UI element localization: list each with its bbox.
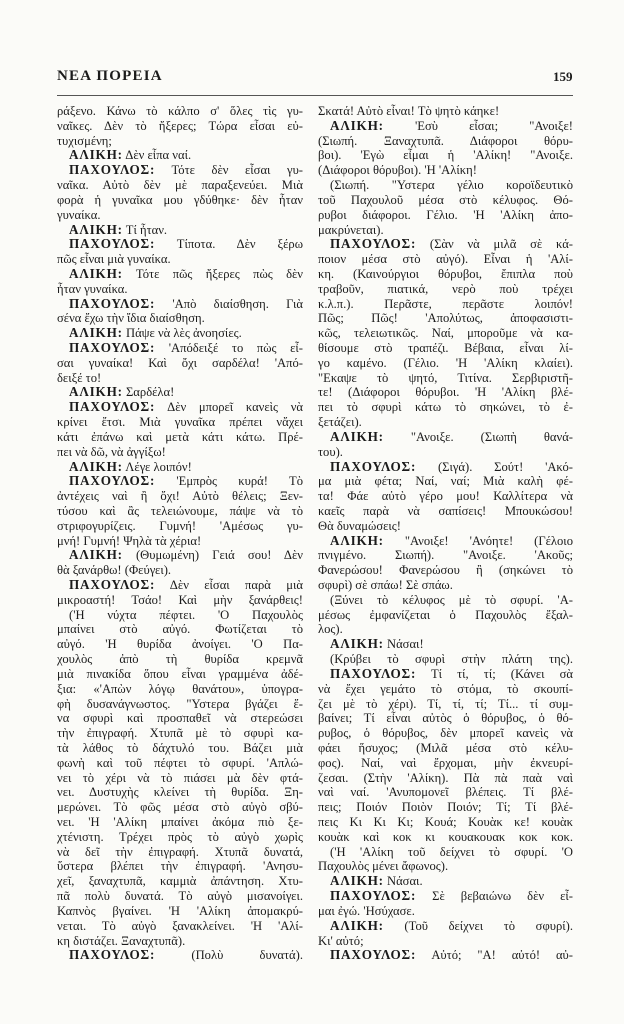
speaker-name: ΑΛΙΚΗ:	[330, 917, 384, 933]
line-text: μακρύνεται).	[318, 222, 384, 237]
text-line	[57, 682, 303, 697]
text-line	[318, 415, 573, 430]
line-text: στριφογυρίζεις. Γυμνή! 'Αμέσως γυ-	[57, 518, 303, 533]
text-line	[57, 282, 303, 297]
text-line	[57, 637, 303, 652]
line-text: Τότε δὲν εἶσαι γυ-	[155, 163, 303, 178]
text-line	[318, 297, 573, 312]
speaker-name: ΑΛΙΚΗ:	[69, 458, 123, 474]
speaker-name: ΑΛΙΚΗ:	[69, 221, 123, 237]
line-text: Τότε πῶς ἤξερες πὼς δὲν	[122, 266, 303, 281]
line-text: Τί ἦταν.	[122, 222, 168, 237]
line-text: (Σιγά). Σούτ! 'Ακό-	[416, 459, 573, 474]
line-text: (Κρύβει τὸ σφυρὶ στὴν πλάτη της).	[330, 652, 573, 667]
text-line	[57, 430, 303, 445]
text-line	[57, 267, 303, 282]
text-line	[57, 652, 303, 667]
text-line	[318, 460, 573, 475]
speaker-name: ΑΛΙΚΗ:	[69, 547, 123, 563]
text-line	[57, 697, 303, 712]
line-text: τα! Φάε αὐτὸ γέρο μου! Καλλίτερα νὰ	[318, 489, 573, 504]
line-text: (Ξύνει τὸ κέλυφος μὲ τὸ σφυρί. 'Α-	[330, 592, 573, 607]
text-line	[57, 874, 303, 889]
text-line	[318, 697, 573, 712]
line-text: 'Εμπρὸς κυρά! Τὸ	[155, 474, 303, 489]
line-text: Νάσαι!	[383, 637, 424, 652]
line-text: 'Εσὺ εἶσαι; "Ανοιξε!	[383, 118, 573, 133]
text-line	[57, 460, 303, 475]
line-text: Δὲν μπορεῖ κανεὶς νὰ	[155, 400, 303, 415]
line-text: νὰ δεῖ τὴν ἐπιγραφή. Χτυπᾶ δυνατά,	[57, 844, 303, 859]
text-line	[57, 741, 303, 756]
line-text: (Σιωπή. "Υστερα γέλιο κοροϊδευτικὸ	[330, 178, 573, 193]
line-text: 'Απόδειξέ το πὼς εἶ-	[155, 341, 303, 355]
text-line	[318, 326, 573, 341]
line-text: Πῶς; Πῶς! 'Απολύτως, ἀποφασιστι-	[318, 311, 573, 326]
line-text: Τίποτα. Δὲν ξέρω	[155, 237, 303, 252]
text-line	[318, 652, 573, 667]
text-line	[57, 415, 303, 430]
line-text: ξετάζει).	[318, 415, 362, 430]
line-text: "Ανοιξε. (Σιωπὴ θανά-	[383, 429, 573, 444]
text-line	[318, 622, 573, 637]
text-line	[57, 756, 303, 771]
line-text: ἀντέχεις ναὶ ἢ ὄχι! Αὐτὸ θέλεις; Ξεν-	[57, 489, 303, 504]
speaker-name: ΠΑΧΟΥΛΟΣ:	[69, 473, 156, 489]
text-line	[318, 356, 573, 371]
speaker-name: ΠΑΧΟΥΛΟΣ:	[330, 665, 417, 681]
speaker-name: ΠΑΧΟΥΛΟΣ:	[69, 162, 156, 178]
line-text: πεις; Ποιόν Ποιὸν Ποιόν; Τί; Τί βλέ-	[318, 800, 573, 815]
text-line	[57, 593, 303, 608]
text-line	[57, 785, 303, 800]
speaker-name: ΑΛΙΚΗ:	[69, 325, 123, 341]
line-text: (Πολὺ δυνατά).	[155, 948, 303, 963]
line-text: μα μιὰ φέτα; Ναί, ναί; Μιὰ καλὴ φέ-	[318, 474, 573, 489]
text-line	[57, 445, 303, 460]
text-line	[318, 223, 573, 238]
text-line	[57, 326, 303, 341]
text-line	[318, 252, 573, 267]
text-line	[318, 815, 573, 830]
text-line	[57, 578, 303, 593]
speaker-name: ΑΛΙΚΗ:	[330, 532, 384, 548]
text-line	[318, 904, 573, 919]
text-line	[318, 534, 573, 549]
text-line	[57, 815, 303, 830]
line-text: ζει μὲ τὸ χέρι). Τί, τί, τί; Τί... τί συμ-	[318, 696, 573, 711]
line-text: μπαίνει στὸ αὐγό. Φωτίζεται τὸ	[57, 622, 303, 637]
line-text: χτένιστη. Τρέχει πρὸς τὸ αὐγὸ χωρὶς	[57, 829, 303, 844]
line-text: κῶς, τελειωτικῶς. Ναί, μποροῦμε νὰ κα-	[318, 326, 573, 341]
line-text: μνή! Γυμνή! Ψηλὰ τὰ χέρια!	[57, 533, 202, 548]
line-text: χουλὸς ἀπὸ τὴ θυρίδα κρεμνᾶ	[57, 652, 303, 667]
line-text: "Ανοιξε! 'Ανόητε! (Γέλοιο	[383, 533, 573, 548]
text-line	[318, 341, 573, 356]
line-text: (Σὰν νὰ μιλᾶ σὲ κά-	[416, 237, 573, 252]
text-line	[318, 548, 573, 563]
line-text: νει τὸ χέρι νὰ τὸ πιάσει μὰ δὲν φτά-	[57, 770, 303, 785]
line-text: πει νὰ δῶ, νὰ ἀγγίξω!	[57, 444, 166, 459]
line-text: ἦταν γυναίκα.	[57, 281, 128, 296]
line-text: βαίνει; Τί εἶναι αὐτὸς ὁ θόρυβος, ὁ θό-	[318, 711, 573, 726]
line-text: πᾶ πολὺ δυνατά. Τὸ αὐγὸ μισανοίγει.	[57, 889, 303, 904]
text-line	[318, 874, 573, 889]
line-text: φος). Ναί, ναὶ ἔρχομαι, μὴν ἐκνευρί-	[318, 755, 573, 770]
text-line	[318, 845, 573, 860]
text-line	[57, 356, 303, 371]
line-text: γο καμένο. (Γέλιο. 'Η 'Αλίκη κλαίει).	[318, 355, 573, 370]
text-line	[318, 371, 573, 386]
line-text: φάει ἥσυχος; (Μιλᾶ μέσα στὸ κέλυ-	[318, 740, 573, 755]
text-line	[318, 104, 573, 119]
line-text: σαι γυναίκα! Καὶ ὄχι σαρδέλα! 'Από-	[57, 355, 303, 370]
text-line	[318, 593, 573, 608]
line-text: Πάψε νὰ λὲς ἀνοησίες.	[122, 326, 242, 341]
text-line	[318, 400, 573, 415]
text-line	[318, 311, 573, 326]
text-line	[318, 785, 573, 800]
line-text: ναῖκες. Δὲν τὸ ἤξερες; Τώρα εἶσαι εὐ-	[57, 118, 303, 133]
line-text: ρυβος, ὁ θόρυβος, δὲν μπορεῖ κανεὶς νὰ	[318, 726, 573, 741]
speaker-name: ΑΛΙΚΗ:	[69, 265, 123, 281]
text-line	[57, 800, 303, 815]
speaker-name: ΠΑΧΟΥΛΟΣ:	[330, 888, 417, 904]
text-line	[318, 163, 573, 178]
speaker-name: ΑΛΙΚΗ:	[69, 147, 123, 163]
line-text: "Εκαψε τὸ ψητό, Τιτίνα. Σερβιριστῆ-	[318, 370, 573, 385]
text-line	[57, 859, 303, 874]
line-text: Καπνὸς βγαίνει. 'Η 'Αλίκη ἀπομακρύ-	[57, 903, 303, 918]
line-text: τὴν ἐπιγραφή. Χτυπᾶ μὲ τὸ σφυρὶ κα-	[57, 726, 303, 741]
line-text: Λέγε λοιπόν!	[122, 459, 192, 474]
text-line	[318, 919, 573, 934]
line-text: χεῖ, ξαναχτυπᾶ, καμμιὰ ἀπάντηση. Χτυ-	[57, 874, 303, 889]
text-line	[57, 148, 303, 163]
text-line	[57, 371, 303, 386]
line-text: Σκατά! Αὐτὸ εἶναι! Τὸ ψητὸ κάηκε!	[318, 104, 500, 118]
line-text: φὴ δυσανάγνωστος. "Υστερα βγάζει ἕ-	[57, 696, 303, 711]
line-text: λος).	[318, 622, 343, 637]
line-text: κη. (Καινούργιοι θόρυβοι, ἔπιπλα ποὺ	[318, 266, 573, 281]
text-line	[57, 608, 303, 623]
line-text: τυχισμένη;	[57, 133, 112, 148]
text-line	[318, 208, 573, 223]
text-line	[57, 223, 303, 238]
line-text: κουὰκ καὶ κοκ κι κουακουακ κοκ κοκ.	[318, 829, 573, 844]
text-line	[318, 608, 573, 623]
text-line	[57, 400, 303, 415]
line-text: μερώνει. Τὸ φῶς μέσα στὸ αὐγὸ σβύ-	[57, 800, 303, 815]
text-line	[318, 711, 573, 726]
text-line	[57, 622, 303, 637]
text-line	[57, 904, 303, 919]
speaker-name: ΠΑΧΟΥΛΟΣ:	[330, 947, 417, 963]
speaker-name: ΠΑΧΟΥΛΟΣ:	[69, 236, 156, 252]
line-text: ποιον μέσα στὸ αὐγό). Εἶναι ἡ 'Αλί-	[318, 252, 573, 267]
text-line	[318, 119, 573, 134]
line-text: Αὐτό; "Α! αὐτό! αὐ-	[416, 948, 573, 963]
line-text: φορὰ ἡ γυναῖκα μου γδύθηκε· δὲν ἦταν	[57, 192, 303, 207]
text-line	[57, 104, 303, 119]
line-text: τοῦ Παχουλοῦ μέσα στὸ κέλυφος. Θό-	[318, 192, 573, 207]
line-text: τε! (Διάφοροι θόρυβοι. 'Η 'Αλίκη βλέ-	[318, 385, 573, 400]
text-line	[318, 830, 573, 845]
line-text: μέσως ἐμφανίζεται ὁ Παχουλὸς ἔξαλ-	[318, 607, 573, 622]
text-line	[57, 711, 303, 726]
line-text: ('Η νύχτα πέφτει. 'Ο Παχουλὸς	[69, 607, 303, 622]
line-text: θίσουμε στὸ τραπέζι. Βέβαια, εἶναι λί-	[318, 341, 573, 355]
line-text: πνιγμένο. Σιωπή). "Ανοιξε. 'Ακοῦς;	[318, 548, 573, 563]
text-line	[57, 948, 303, 963]
text-line	[57, 474, 303, 489]
line-text: θὰ ξανάρθω! (Φεύγει).	[57, 563, 172, 578]
journal-title: ΝΕΑ ΠΟΡΕΙΑ	[57, 68, 163, 84]
text-line	[57, 163, 303, 178]
text-line	[318, 682, 573, 697]
line-text: Σαρδέλα!	[122, 385, 175, 400]
line-text: ξια: «'Απὼν λόγῳ θανάτου», ὑπογρα-	[57, 681, 303, 696]
speaker-name: ΠΑΧΟΥΛΟΣ:	[330, 236, 417, 252]
line-text: σένα ἔχω τὴν ἴδια διαίσθηση.	[57, 311, 205, 326]
line-text: σφυρὶ) σὲ σπάω! Σὲ σπάω.	[318, 578, 453, 592]
line-text: Τί τί, τί; (Κάνει σὰ	[416, 666, 573, 681]
line-text: κάτι ἐπάνω καὶ μετὰ κάτι κάτω. Πρέ-	[57, 429, 303, 444]
text-line	[318, 859, 573, 874]
text-line	[318, 563, 573, 578]
line-text: τύσου καὶ ἂς τελειώνουμε, πάψε νὰ τὸ	[57, 503, 303, 518]
right-text-column	[318, 104, 573, 963]
speaker-name: ΠΑΧΟΥΛΟΣ:	[330, 458, 417, 474]
text-line	[57, 178, 303, 193]
line-text: ράξενο. Κάνω τὸ κάλπο σ' ὅλες τὶς γυ-	[57, 104, 303, 118]
text-line	[57, 919, 303, 934]
text-line	[57, 193, 303, 208]
line-text: βοι). 'Εγὼ εἶμαι ἡ 'Αλίκη! "Ανοιξε.	[318, 148, 573, 163]
line-text: τραβοῦν, πιατικά, νερὸ ποὺ τρέχει	[318, 281, 573, 296]
text-line	[57, 119, 303, 134]
text-line	[57, 341, 303, 356]
line-text: νει. 'Η 'Αλίκη μπαίνει ἀκόμα πιὸ ξε-	[57, 815, 303, 829]
text-line	[57, 489, 303, 504]
line-text: μαι ἐγώ. 'Ησύχασε.	[318, 903, 415, 918]
text-line	[57, 845, 303, 860]
text-line	[318, 267, 573, 282]
text-line	[318, 800, 573, 815]
text-line	[57, 504, 303, 519]
line-text: νει. Δυστυχὴς κλείνει τὴ θυρίδα. Ξη-	[57, 785, 303, 800]
text-line	[318, 134, 573, 149]
text-line	[318, 948, 573, 963]
text-line	[318, 726, 573, 741]
line-text: κρίνει ἔτσι. Μιὰ γυναῖκα πρέπει νἄχει	[57, 415, 303, 430]
text-line	[57, 771, 303, 786]
text-line	[57, 252, 303, 267]
line-text: (Σιωπή. Ξαναχτυπᾶ. Διάφοροι θόρυ-	[318, 133, 573, 148]
text-line	[57, 563, 303, 578]
text-line	[57, 667, 303, 682]
line-text: Κι' αὐτό;	[318, 933, 364, 948]
line-text: ὕστερα βλέπει τὴν ἐπιγραφή. 'Ανησυ-	[57, 859, 303, 874]
line-text: Φανερώσου! Φανερώσου ἢ (σηκώνει τὸ	[318, 563, 573, 578]
line-text: πῶς εἶναι μιὰ γυναίκα.	[57, 252, 171, 267]
text-line	[318, 771, 573, 786]
text-line	[318, 578, 573, 593]
line-text: Δὲν εἶπα ναί.	[122, 148, 192, 163]
speaker-name: ΠΑΧΟΥΛΟΣ:	[69, 399, 156, 415]
text-line	[318, 385, 573, 400]
text-line	[318, 237, 573, 252]
text-line	[57, 311, 303, 326]
line-text: φωνὴ καὶ τοῦ πέφτει τὸ σφυρί. 'Απλώ-	[57, 755, 303, 770]
text-line	[318, 282, 573, 297]
speaker-name: ΑΛΙΚΗ:	[330, 428, 384, 444]
text-line	[318, 889, 573, 904]
text-line	[57, 934, 303, 949]
line-text: πεις Κι Κι Κι; Κουά; Κουὰκ κε! κουὰκ	[318, 815, 573, 829]
line-text: νὰ ἔχει γεμάτο τὸ στόμα, τὸ σκουπί-	[318, 681, 573, 696]
text-line	[318, 519, 573, 534]
line-text: Παχουλὸς μένει ἄφωνος).	[318, 859, 449, 874]
page-number: 159	[553, 69, 573, 84]
line-text: (Διάφοροι θόρυβοι). 'Η 'Αλίκη!	[318, 163, 477, 178]
line-text: κ.λ.π.). Περᾶστε, περᾶστε λοιπόν!	[318, 296, 573, 311]
line-text: Σὲ βεβαιώνω δὲν εἶ-	[416, 889, 573, 904]
line-text: αὐγό. 'Η θυρίδα ἀνοίγει. 'Ο Πα-	[57, 637, 303, 652]
line-text: τὰ λάθος τὸ δάχτυλό του. Βάζει μιὰ	[57, 740, 303, 755]
text-line	[318, 474, 573, 489]
line-text: μικροαστή! Τσάο! Καὶ μὴν ξανάρθεις!	[57, 592, 303, 607]
line-text: καεῖς παρὰ νὰ σαπίσεις! Μπουκώσου!	[318, 503, 573, 518]
line-text: Δὲν εἶσαι παρὰ μιὰ	[155, 578, 303, 592]
line-text: ναῖκα. Αὐτὸ δὲν μὲ παραξενεύει. Μιὰ	[57, 178, 303, 193]
line-text: Νάσαι.	[383, 874, 423, 889]
line-text: (Τοῦ δείχνει τὸ σφυρί).	[383, 918, 573, 933]
text-line	[57, 519, 303, 534]
text-line	[318, 637, 573, 652]
text-line	[57, 830, 303, 845]
speaker-name: ΑΛΙΚΗ:	[330, 873, 384, 889]
line-text: νεται. Τὸ αὐγὸ ξανακλείνει. 'Η 'Αλί-	[57, 918, 303, 933]
line-text: μιὰ πινακίδα ὅπου εἶναι γραμμένα ἀδέ-	[57, 666, 303, 681]
header-rule	[57, 95, 573, 96]
line-text: ('Η 'Αλίκη τοῦ δείχνει τὸ σφυρί. 'Ο	[330, 844, 573, 859]
text-line	[318, 193, 573, 208]
line-text: κη διστάζει. Ξαναχτυπᾶ).	[57, 933, 186, 948]
text-line	[57, 297, 303, 312]
speaker-name: ΠΑΧΟΥΛΟΣ:	[69, 947, 156, 963]
speaker-name: ΠΑΧΟΥΛΟΣ:	[69, 340, 156, 355]
speaker-name: ΑΛΙΚΗ:	[69, 384, 123, 400]
text-line	[318, 667, 573, 682]
text-line	[57, 534, 303, 549]
text-line	[318, 445, 573, 460]
left-text-column	[57, 104, 303, 963]
speaker-name: ΠΑΧΟΥΛΟΣ:	[69, 295, 156, 311]
text-line	[318, 756, 573, 771]
text-line	[57, 889, 303, 904]
line-text: Θὰ δυναμώσεις!	[318, 518, 401, 533]
speaker-name: ΑΛΙΚΗ:	[330, 117, 384, 133]
line-text: ρυβοι διάφοροι. Γέλιο. 'Η 'Αλίκη ἀπο-	[318, 207, 573, 222]
line-text: να σφυρὶ καὶ προσπαθεῖ νὰ στερεώσει	[57, 711, 303, 726]
text-line	[318, 934, 573, 949]
text-line	[318, 430, 573, 445]
speaker-name: ΠΑΧΟΥΛΟΣ:	[69, 577, 156, 592]
text-line	[57, 726, 303, 741]
text-line	[318, 741, 573, 756]
text-line	[57, 237, 303, 252]
text-line	[57, 548, 303, 563]
line-text: (Θυμωμένη) Γειά σου! Δὲν	[122, 548, 303, 563]
text-line	[318, 148, 573, 163]
line-text: δειξέ το!	[57, 370, 102, 385]
text-line	[57, 134, 303, 149]
line-text: γυναίκα.	[57, 207, 101, 222]
line-text: 'Απὸ διαίσθηση. Γιὰ	[155, 296, 303, 311]
line-text: ζεσαι. (Στὴν 'Αλίκη). Πὰ πὰ παὰ ναὶ	[318, 770, 573, 785]
speaker-name: ΑΛΙΚΗ:	[330, 636, 384, 652]
text-line	[318, 489, 573, 504]
text-line	[318, 178, 573, 193]
line-text: ναὶ ναί. 'Ανυπομονεῖ βλέπεις. Τί βλέ-	[318, 785, 573, 800]
line-text: του).	[318, 444, 343, 459]
text-line	[318, 504, 573, 519]
text-line	[57, 385, 303, 400]
line-text: πει τὸ σφυρὶ κάτω τὸ σηκώνει, τὸ ἐ-	[318, 400, 573, 415]
text-line	[57, 208, 303, 223]
